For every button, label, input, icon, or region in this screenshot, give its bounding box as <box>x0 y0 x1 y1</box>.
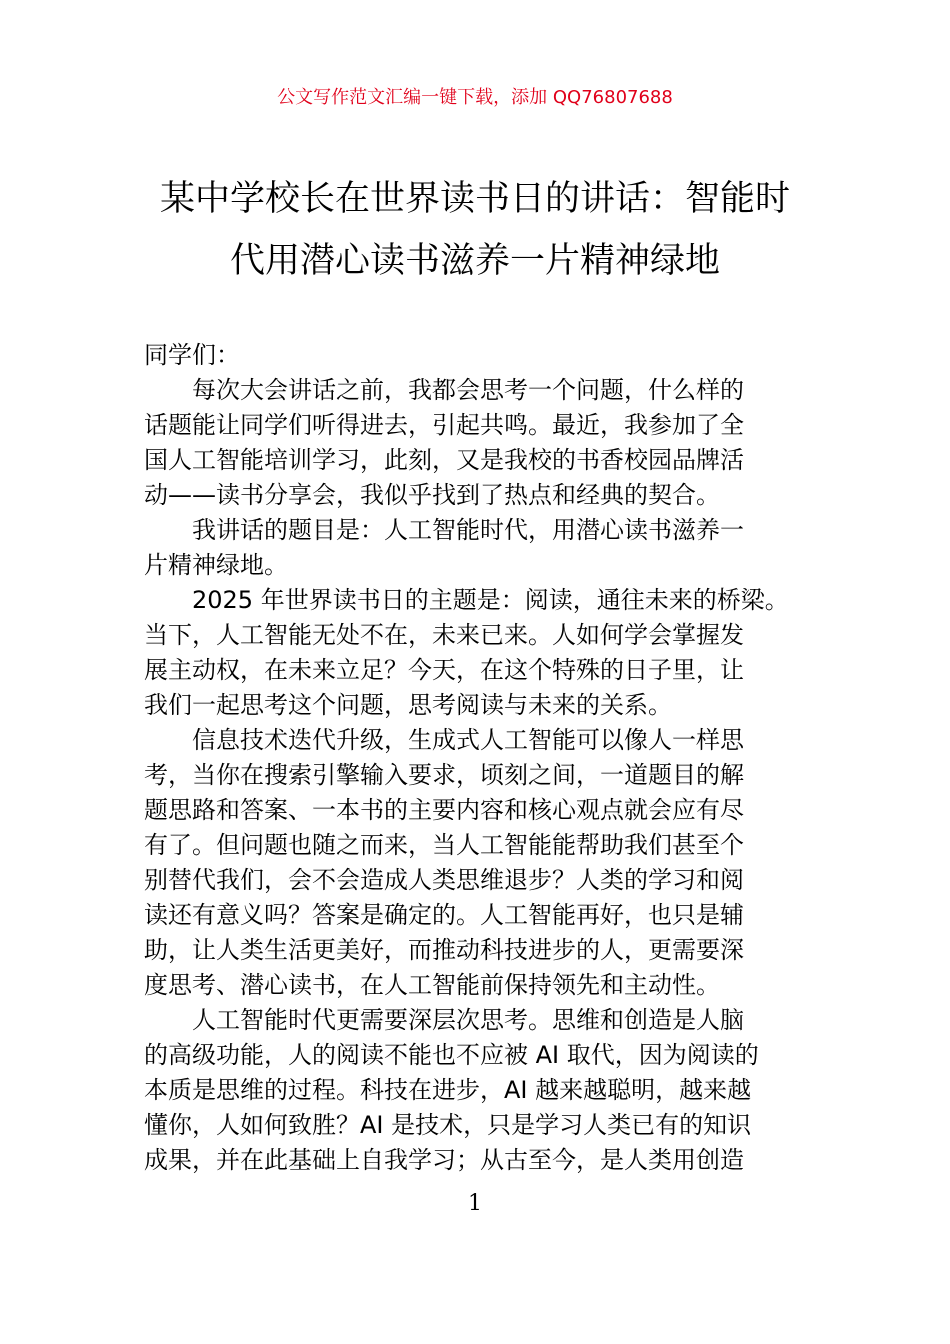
body-line: 动——读书分享会，我似乎找到了热点和经典的契合。 <box>144 481 720 509</box>
body-line: 度思考、潜心读书，在人工智能前保持领先和主动性。 <box>144 971 720 999</box>
body-line: 信息技术迭代升级，生成式人工智能可以像人一样思 <box>192 726 744 754</box>
body-line: 国人工智能培训学习，此刻，又是我校的书香校园品牌活 <box>144 446 744 474</box>
body-line: 我讲话的题目是：人工智能时代，用潜心读书滋养一 <box>192 516 744 544</box>
body-line: 的高级功能，人的阅读不能也不应被 AI 取代，因为阅读的 <box>144 1041 759 1069</box>
title-line: 代用潜心读书滋养一片精神绿地 <box>229 241 720 281</box>
speech-body <box>144 338 810 1178</box>
body-line: 我们一起思考这个问题，思考阅读与未来的关系。 <box>144 691 672 719</box>
page-number: 1 <box>468 1191 482 1216</box>
body-line: 成果，并在此基础上自我学习；从古至今，是人类用创造 <box>144 1146 744 1174</box>
body-line: 片精神绿地。 <box>144 551 288 579</box>
body-line: 人工智能时代更需要深层次思考。思维和创造是人脑 <box>192 1006 744 1034</box>
salutation: 同学们： <box>144 341 240 369</box>
body-line: 展主动权，在未来立足？今天，在这个特殊的日子里，让 <box>144 656 744 684</box>
body-line: 助，让人类生活更美好，而推动科技进步的人，更需要深 <box>144 936 744 964</box>
body-line: 2025 年世界读书日的主题是：阅读，通往未来的桥梁。 <box>192 586 789 614</box>
body-line: 读还有意义吗？答案是确定的。人工智能再好，也只是辅 <box>144 901 744 929</box>
body-line: 有了。但问题也随之而来，当人工智能能帮助我们甚至个 <box>144 831 744 859</box>
body-line: 别替代我们，会不会造成人类思维退步？人类的学习和阅 <box>144 866 744 894</box>
body-line: 考，当你在搜索引擎输入要求，顷刻之间，一道题目的解 <box>144 761 744 789</box>
page-title <box>100 168 850 292</box>
body-line: 话题能让同学们听得进去，引起共鸣。最近，我参加了全 <box>144 411 744 439</box>
body-line: 题思路和答案、一本书的主要内容和核心观点就会应有尽 <box>144 796 744 824</box>
body-line: 当下，人工智能无处不在，未来已来。人如何学会掌握发 <box>144 621 744 649</box>
body-line: 懂你，人如何致胜？AI 是技术，只是学习人类已有的知识 <box>144 1111 752 1139</box>
body-line: 本质是思维的过程。科技在进步，AI 越来越聪明，越来越 <box>144 1076 752 1104</box>
title-line: 某中学校长在世界读书日的讲话：智能时 <box>159 179 790 219</box>
body-line: 每次大会讲话之前，我都会思考一个问题，什么样的 <box>192 376 744 404</box>
promo-header-link[interactable]: 公文写作范文汇编一键下载，添加 QQ76807688 <box>277 87 673 108</box>
